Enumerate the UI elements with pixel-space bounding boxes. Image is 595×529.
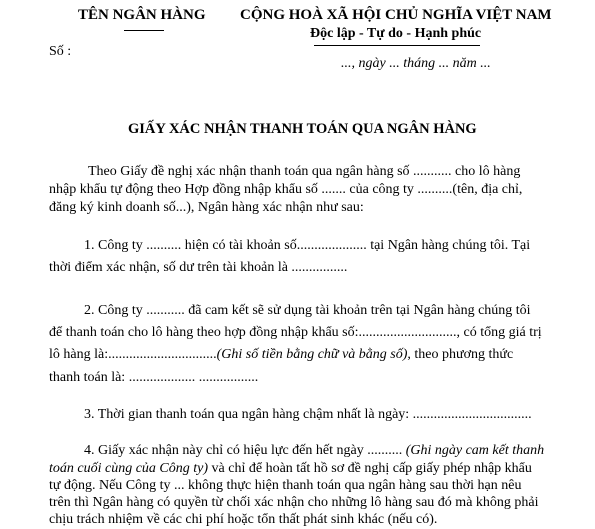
bank-name-underline (124, 30, 164, 31)
document-title: GIẤY XÁC NHẬN THANH TOÁN QUA NGÂN HÀNG (128, 121, 477, 137)
item2-line-4: thanh toán là: ................... ................. (49, 370, 259, 385)
item4-line-5: chịu trách nhiệm về các chi phí hoặc tổn thất phát sinh khác (nếu có). (49, 512, 438, 527)
item4-line-4: trên thì Ngân hàng có quyền từ chối xác nhận cho những lô hàng sau đó mà không phải (49, 495, 539, 510)
document-number-label: Số : (49, 44, 72, 59)
item4-line-1-italic-note: (Ghi ngày cam kết thanh (405, 443, 545, 458)
motto: Độc lập - Tự do - Hạnh phúc (310, 26, 482, 41)
intro-line-2: nhập khẩu tự động theo Hợp đồng nhập khẩu số ....... của công ty ..........(tên, địa chỉ, (49, 182, 523, 197)
item2-line-3-italic-note: (Ghi số tiền bằng chữ và bằng số) (216, 347, 408, 362)
intro-line-3: đăng ký kinh doanh số...), Ngân hàng xác nhận như sau: (49, 200, 364, 215)
republic-name: CỘNG HOÀ XÃ HỘI CHỦ NGHĨA VIỆT NAM (240, 7, 552, 23)
item4-line-1-start: 4. Giấy xác nhận này chỉ có hiệu lực đến hết ngày .......... (84, 443, 406, 458)
intro-line-1: Theo Giấy đề nghị xác nhận thanh toán qua ngân hàng số ........... cho lô hàng (88, 164, 521, 179)
item2-line-2: để thanh toán cho lô hàng theo hợp đồng nhập khẩu số:............................, có tổng giá trị (49, 325, 542, 340)
item3-line-1: 3. Thời gian thanh toán qua ngân hàng chậm nhất là ngày: .................................. (84, 407, 532, 422)
item2-line-3-end: , theo phương thức (407, 347, 514, 362)
item2-line-3 (49, 346, 513, 364)
motto-underline (314, 45, 480, 46)
item2-line-3-start: lô hàng là:............................... (49, 347, 217, 362)
item4-line-2 (49, 460, 532, 478)
item4-line-2-italic-note: toán cuối cùng của Công ty) (49, 461, 209, 476)
item4-line-2-end: và chỉ để hoàn tất hồ sơ đề nghị cấp giấy phép nhập khẩu (208, 461, 532, 476)
date-line: ..., ngày ... tháng ... năm ... (341, 56, 491, 71)
bank-name: TÊN NGÂN HÀNG (78, 7, 206, 23)
item4-line-1 (84, 442, 544, 460)
item2-line-1: 2. Công ty ........... đã cam kết sẽ sử dụng tài khoản trên tại Ngân hàng chúng tôi (84, 303, 531, 318)
item1-line-2: thời điểm xác nhận, số dư trên tài khoản là ................ (49, 260, 348, 275)
item1-line-1: 1. Công ty .......... hiện có tài khoản số.................... tại Ngân hàng chúng tôi. Tại (84, 238, 531, 253)
item4-line-3: tự động. Nếu Công ty ... không thực hiện thanh toán qua ngân hàng sau thời hạn nêu (49, 478, 522, 493)
